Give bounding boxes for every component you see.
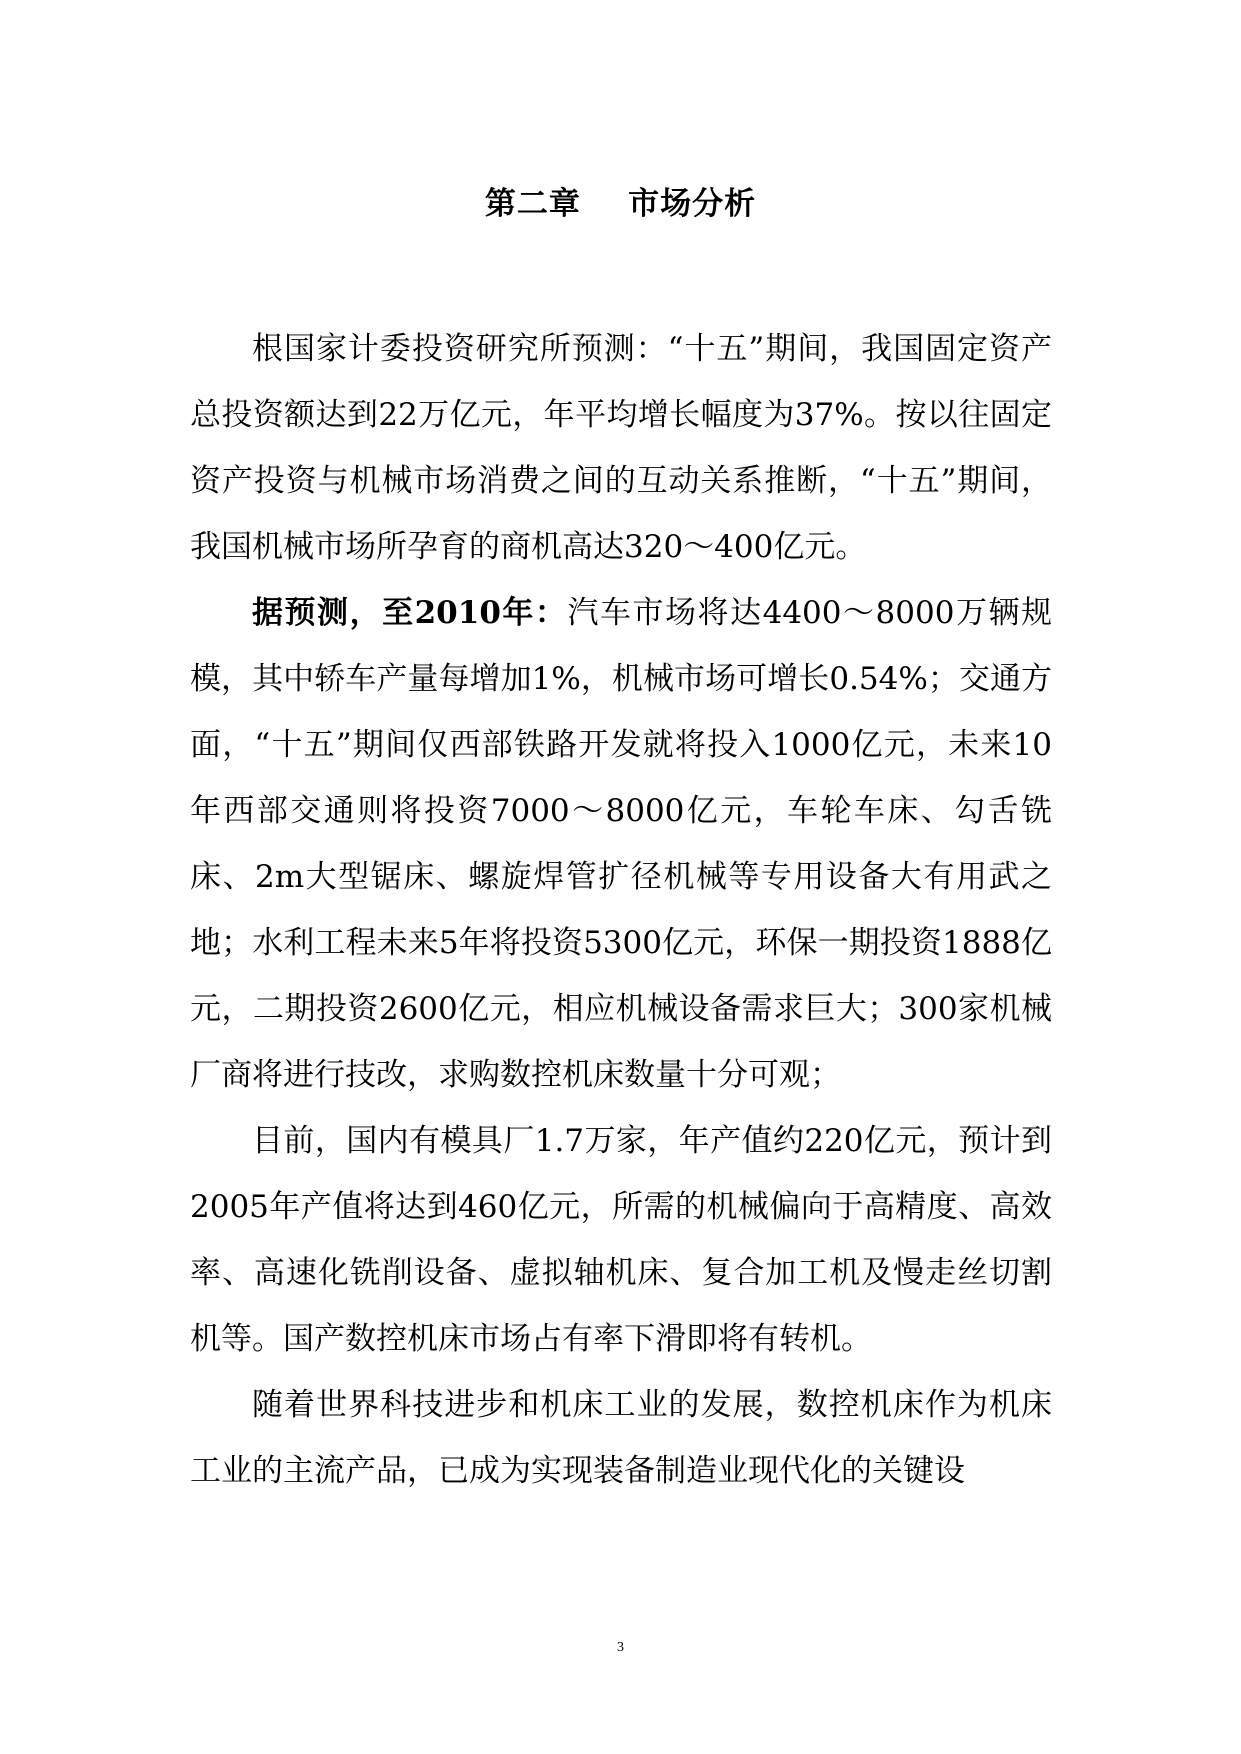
paragraph-text: 目前，国内有模具厂1.7万家，年产值约220亿元，预计到2005年产值将达到460亿元，所需的机械偏向于高精度、高效率、高速化铣削设备、虚拟轴机床、复合加工机及慢走丝切割机等。国产数控机床市场占有率下滑即将有转机。 bbox=[190, 1123, 1052, 1357]
paragraph-text: 根国家计委投资研究所预测：“十五”期间，我国固定资产总投资额达到22万亿元，年平均增长幅度为37%。按以往固定资产投资与机械市场消费之间的互动关系推断，“十五”期间，我国机械市场所孕育的商机高达320～400亿元。 bbox=[190, 331, 1052, 565]
paragraph bbox=[190, 1372, 1052, 1504]
page-number: 3 bbox=[617, 1640, 624, 1655]
paragraph-text: 汽车市场将达4400～8000万辆规模，其中轿车产量每增加1%，机械市场可增长0.54%；交通方面，“十五”期间仅西部铁路开发就将投入1000亿元，未来10年西部交通则将投资7000～8000亿元，车轮车床、勾舌铣床、2m大型锯床、螺旋焊管扩径机械等专用设备大有用武之地；水利工程未来5年将投资5300亿元，环保一期投资1888亿元，二期投资2600亿元，相应机械设备需求巨大；300家机械厂商将进行技改，求购数控机床数量十分可观； bbox=[190, 595, 1052, 1093]
paragraph-text: 随着世界科技进步和机床工业的发展，数控机床作为机床工业的主流产品，已成为实现装备制造业现代化的关键设 bbox=[190, 1387, 1052, 1489]
paragraph-lead: 据预测，至2010年： bbox=[252, 595, 568, 631]
paragraph bbox=[190, 1108, 1052, 1372]
body-text bbox=[190, 316, 1052, 1504]
paragraph bbox=[190, 580, 1052, 1108]
paragraph bbox=[190, 316, 1052, 580]
chapter-title: 第二章 市场分析 bbox=[484, 186, 757, 222]
